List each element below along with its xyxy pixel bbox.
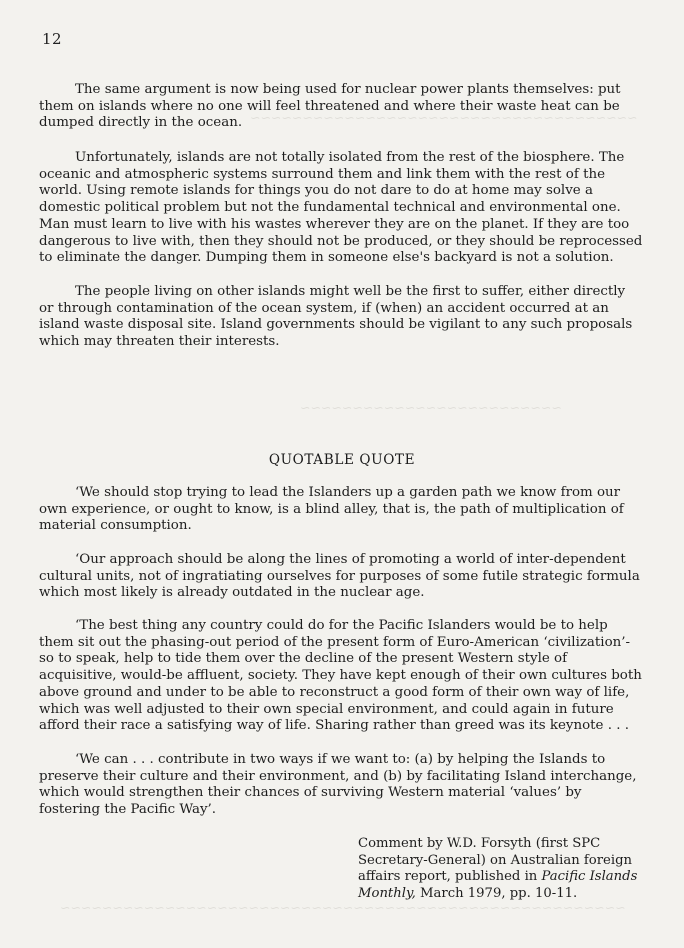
page-number: 12 <box>42 30 63 48</box>
quote-text: ‘We should stop trying to lead the Islanders up a garden path we know from our own experience, or ought to know, is a blind alley, that is, the path of multiplication of material consumption. <box>39 485 624 534</box>
paragraph-nuclear-plants <box>39 82 643 132</box>
quote-text: ‘The best thing any country could do for the Pacific Islanders would be to help them sit out the phasing-out period of the present form of Euro-American ‘civilization’- so to speak, help to tide them over the decline of the present Western style of acquisitive, would-be affluent, society. They have kept enough of their own cultures both above ground and under to be able to reconstruct a good form of their own way of life, which was well adjusted to their own special environment, and could again in future afford their race a satisfying way of life. Sharing rather than greed was its keynote . . . <box>39 618 642 734</box>
paragraph-island-vigilance <box>39 284 643 351</box>
attribution-journal: Pacific Islands Monthly, <box>358 869 638 901</box>
bleed-through-text: ~~~~~~~~~~~~~~~~~~~~~~~~~ <box>300 400 562 415</box>
attribution-lead: Comment by W.D. Forsyth (first SPC Secretary-General) on Australian foreign affairs report, published in <box>358 836 633 885</box>
quote-paragraph-3 <box>39 618 643 735</box>
quote-paragraph-4 <box>39 752 643 819</box>
quote-attribution <box>358 836 648 902</box>
quote-paragraph-2 <box>39 552 643 602</box>
bleed-through-text: ~~~~~~~~~~~~~~~~~~~~~~~~~~~~~~~~~~~~~~~~~~~~~~~~~~~~~~ <box>60 900 626 915</box>
paragraph-text: Unfortunately, islands are not totally isolated from the rest of the biosphere. The oceanic and atmospheric systems surround them and link them with the rest of the world. Using remote islands for things you do not dare to do at home may solve a domestic political problem but not the fundamental technical and environmental one. Man must learn to live with his wastes wherever they are on the planet. If they are too dangerous to live with, then they should not be produced, or they should be reprocessed to eliminate the danger. Dumping them in someone else's backyard is not a solution. <box>39 150 643 266</box>
paragraph-text: The same argument is now being used for nuclear power plants themselves: put them on islands where no one will feel threatened and where their waste heat can be dumped directly in the ocean. <box>39 82 621 131</box>
attribution-tail: March 1979, pp. 10-11. <box>415 885 578 901</box>
paragraph-text: The people living on other islands might well be the first to suffer, either directly or through contamination of the ocean system, if (when) an accident occurred at an island waste disposal site. Island governments should be vigilant to any such proposals which may threaten their interests. <box>39 284 633 350</box>
quote-paragraph-1 <box>39 485 643 535</box>
bleed-through-text: ~~~~~~~~~~~~~~~~~~~~~~~~~~~~~~~~~~~~~ <box>250 110 638 125</box>
quote-text: ‘We can . . . contribute in two ways if we want to: (a) by helping the Islands to preserve their culture and their environment, and (b) by facilitating Island interchange, which would strengthen their chances of surviving Western material ‘values’ by fostering the Pacific Way’. <box>39 752 637 818</box>
paragraph-islands-isolation <box>39 150 643 267</box>
quote-text: ‘Our approach should be along the lines of promoting a world of inter-dependent cultural units, not of ingratiating ourselves for purposes of some futile strategic formula which most likely is already outdated in the nuclear age. <box>39 552 640 601</box>
section-heading: QUOTABLE QUOTE <box>268 452 416 468</box>
